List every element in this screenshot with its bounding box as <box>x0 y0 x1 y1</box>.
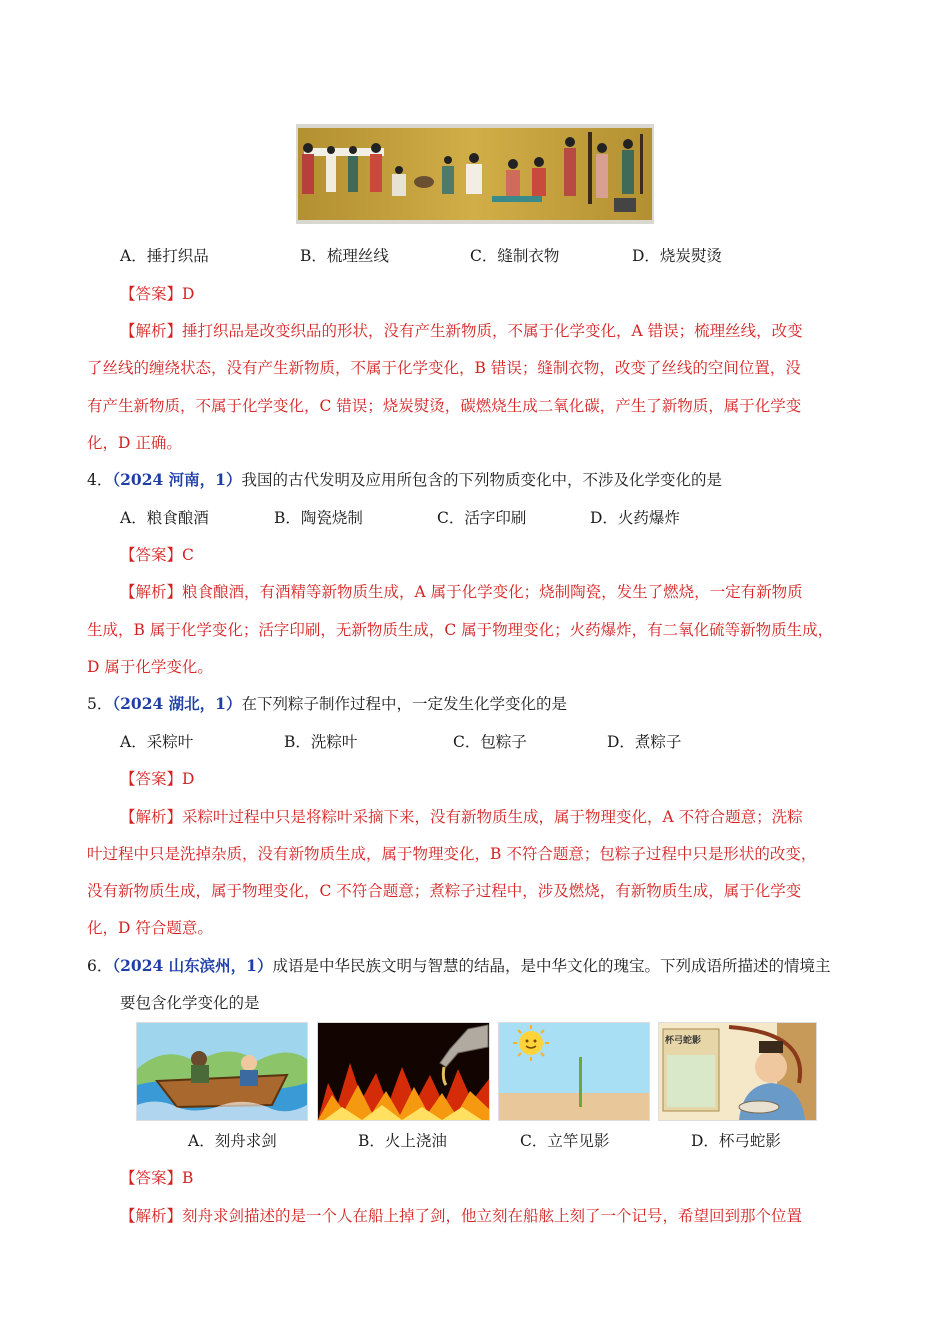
q5-analysis-line-4: 化，D 符合题意。 <box>87 919 213 937</box>
q5-analysis-label: 【解析】 <box>120 808 183 826</box>
q3-analysis-line-4: 化，D 正确。 <box>87 434 182 452</box>
q6-answer <box>120 1168 193 1188</box>
q4-stem <box>87 470 722 490</box>
q3-analysis-line-3: 有产生新物质，不属于化学变化，C 错误；烧炭熨烫，碳燃烧生成二氧化碳，产生了新物质，属于化学变 <box>87 397 802 415</box>
q4-number: 4． <box>87 471 113 489</box>
boat-illustration <box>136 1022 308 1121</box>
bow-snake-caption: 杯弓蛇影 <box>665 1036 702 1046</box>
q5-analysis-line-2: 叶过程中只是洗掉杂质，没有新物质生成，属于物理变化，B 不符合题意；包粽子过程中只是形状的改变， <box>87 845 817 863</box>
q5-stem-text: 在下列粽子制作过程中，一定发生化学变化的是 <box>241 695 567 713</box>
q6-option-c: C．立竿见影 <box>520 1132 610 1150</box>
q4-answer-value: C <box>182 546 194 564</box>
ancient-painting-image <box>296 124 654 224</box>
sun-pole-illustration <box>498 1022 650 1121</box>
q6-answer-label: 【答案】 <box>120 1169 183 1187</box>
q5-analysis-line-1 <box>120 807 803 827</box>
q3-option-c: C．缝制衣物 <box>470 247 560 265</box>
q3-answer-value: D <box>182 285 195 303</box>
q6-stem-line-1 <box>87 956 830 976</box>
q3-option-b: B．梳理丝线 <box>300 247 389 265</box>
q5-answer-label: 【答案】 <box>120 770 183 788</box>
q3-option-a: A．捶打织品 <box>120 247 209 265</box>
q3-answer <box>120 284 194 304</box>
q6-option-d: D．杯弓蛇影 <box>691 1132 781 1150</box>
q5-stem <box>87 694 567 714</box>
q3-analysis-line-1 <box>120 321 803 341</box>
q6-source: （2024 山东滨州，1） <box>112 956 273 975</box>
q4-analysis-label: 【解析】 <box>120 583 183 601</box>
q5-answer-value: D <box>182 770 195 788</box>
q6-option-a: A．刻舟求剑 <box>188 1132 277 1150</box>
q5-option-a: A．采粽叶 <box>120 733 194 751</box>
q4-answer-label: 【答案】 <box>120 546 183 564</box>
q3-analysis-label: 【解析】 <box>120 322 183 340</box>
q6-number: 6． <box>87 957 113 975</box>
q5-number: 5． <box>87 695 113 713</box>
q4-option-d: D．火药爆炸 <box>590 509 680 527</box>
q6-option-b: B．火上浇油 <box>358 1132 447 1150</box>
q6-analysis-line-1 <box>120 1206 802 1226</box>
fire-illustration <box>317 1022 490 1121</box>
q6-stem-text: 成语是中华民族文明与智慧的结晶，是中华文化的瑰宝。下列成语所描述的情境主 <box>272 957 831 975</box>
q4-answer <box>120 545 194 565</box>
q4-source: （2024 河南，1） <box>112 470 242 489</box>
q5-answer <box>120 769 194 789</box>
q6-analysis-text: 刻舟求剑描述的是一个人在船上掉了剑，他立刻在船舷上刻了一个记号，希望回到那个位置 <box>182 1207 803 1225</box>
q4-option-b: B．陶瓷烧制 <box>274 509 363 527</box>
bow-snake-illustration <box>658 1022 817 1121</box>
q3-analysis-text: 捶打织品是改变织品的形状，没有产生新物质，不属于化学变化，A 错误；梳理丝线，改变 <box>182 322 803 340</box>
q4-option-c: C．活字印刷 <box>437 509 527 527</box>
q4-analysis-line-3: D 属于化学变化。 <box>87 658 213 676</box>
q3-answer-label: 【答案】 <box>120 285 183 303</box>
q5-option-d: D．煮粽子 <box>607 733 682 751</box>
q4-stem-text: 我国的古代发明及应用所包含的下列物质变化中，不涉及化学变化的是 <box>241 471 722 489</box>
q3-option-d: D．烧炭熨烫 <box>632 247 722 265</box>
q5-source: （2024 湖北，1） <box>112 694 242 713</box>
q5-option-b: B．洗粽叶 <box>284 733 358 751</box>
q3-analysis-line-2: 了丝线的缠绕状态，没有产生新物质，不属于化学变化，B 错误；缝制衣物，改变了丝线的空间位置，没 <box>87 359 801 377</box>
q6-stem-line-2: 要包含化学变化的是 <box>120 994 260 1012</box>
q4-option-a: A．粮食酿酒 <box>120 509 209 527</box>
q4-analysis-line-2: 生成，B 属于化学变化；活字印刷，无新物质生成，C 属于物理变化；火药爆炸，有二氧化硫等新物质生成， <box>87 621 834 639</box>
q6-analysis-label: 【解析】 <box>120 1207 183 1225</box>
q4-analysis-line-1 <box>120 582 803 602</box>
q6-answer-value: B <box>182 1169 194 1187</box>
q4-analysis-text: 粮食酿酒，有酒精等新物质生成，A 属于化学变化；烧制陶瓷，发生了燃烧，一定有新物质 <box>182 583 803 601</box>
q5-option-c: C．包粽子 <box>453 733 527 751</box>
q5-analysis-text: 采粽叶过程中只是将粽叶采摘下来，没有新物质生成，属于物理变化，A 不符合题意；洗粽 <box>182 808 803 826</box>
q5-analysis-line-3: 没有新物质生成，属于物理变化，C 不符合题意；煮粽子过程中，涉及燃烧，有新物质生成，属于化学变 <box>87 882 802 900</box>
